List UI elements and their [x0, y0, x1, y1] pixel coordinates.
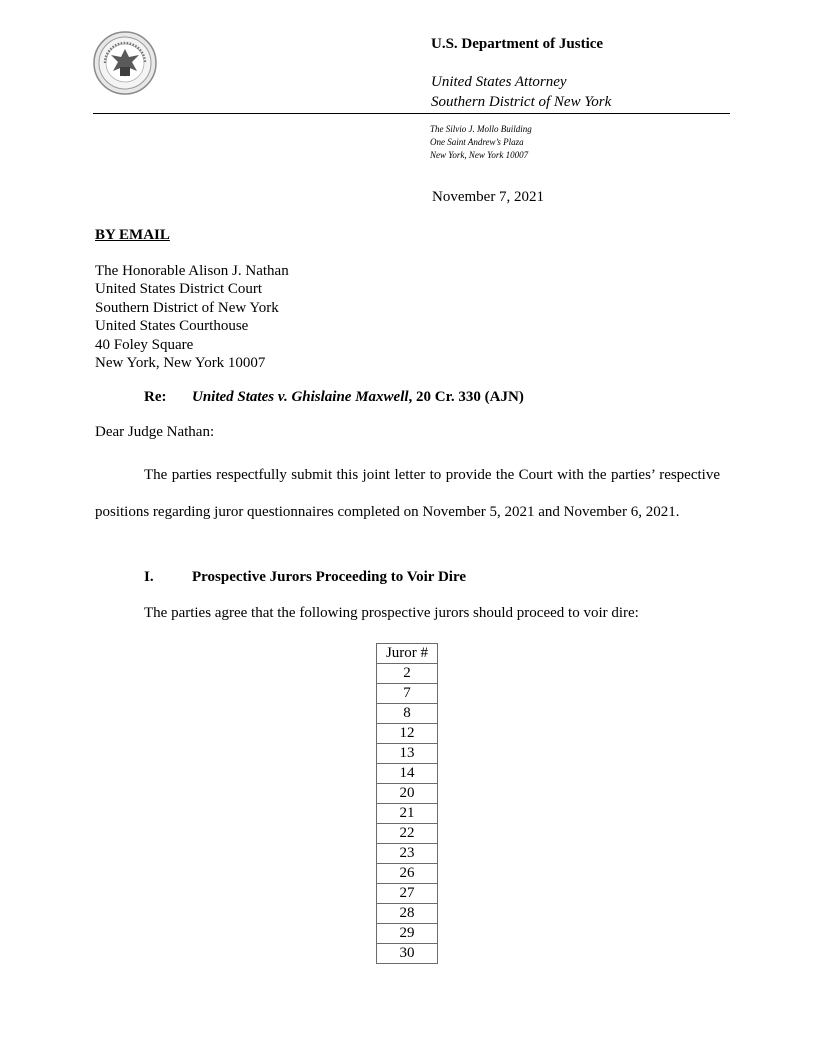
juror-number: 30 — [377, 944, 438, 964]
recipient-line: 40 Foley Square — [95, 336, 194, 353]
letter-date: November 7, 2021 — [432, 189, 545, 205]
table-row — [377, 664, 438, 684]
table-row — [377, 684, 438, 704]
juror-table — [376, 643, 438, 964]
table-row — [377, 824, 438, 844]
juror-number: 2 — [377, 664, 438, 684]
recipient-line: United States District Court — [95, 281, 263, 298]
juror-number: 14 — [377, 764, 438, 784]
juror-number: 23 — [377, 844, 438, 864]
table-row — [377, 744, 438, 764]
office-line-2: Southern District of New York — [431, 94, 612, 110]
juror-number: 13 — [377, 744, 438, 764]
section-number: I. — [144, 569, 154, 585]
office-line-1: United States Attorney — [431, 74, 567, 90]
juror-number: 27 — [377, 884, 438, 904]
juror-number: 20 — [377, 784, 438, 804]
juror-number: 21 — [377, 804, 438, 824]
delivery-method: BY EMAIL — [95, 227, 170, 243]
address-line-2: One Saint Andrew’s Plaza — [430, 137, 524, 147]
case-number: , 20 Cr. 330 (AJN) — [408, 389, 524, 405]
table-row — [377, 844, 438, 864]
body-paragraph: The parties respectfully submit this joint letter to provide the Court with the parties’ respective positions regarding juror questionnaires completed on November 5, 2021 and November 6, 2021. — [95, 467, 720, 520]
juror-number: 7 — [377, 684, 438, 704]
table-row — [377, 784, 438, 804]
table-row — [377, 944, 438, 964]
recipient-line: New York, New York 10007 — [95, 355, 266, 372]
table-row — [377, 724, 438, 744]
juror-number: 8 — [377, 704, 438, 724]
table-row — [377, 704, 438, 724]
table-row — [377, 924, 438, 944]
section-title: Prospective Jurors Proceeding to Voir Dire — [192, 569, 466, 585]
juror-number: 26 — [377, 864, 438, 884]
address-line-1: The Silvio J. Mollo Building — [430, 124, 532, 134]
section-heading — [144, 569, 466, 586]
doj-seal-logo — [93, 31, 157, 95]
table-row — [377, 884, 438, 904]
salutation: Dear Judge Nathan: — [95, 424, 215, 440]
table-row — [377, 804, 438, 824]
case-name: United States v. Ghislaine Maxwell — [192, 389, 409, 405]
juror-table-header: Juror # — [377, 644, 438, 664]
agreement-text: The parties agree that the following prospective jurors should proceed to voir dire: — [144, 605, 639, 621]
recipient-address — [95, 262, 289, 372]
recipient-line: The Honorable Alison J. Nathan — [95, 263, 289, 279]
juror-number: 12 — [377, 724, 438, 744]
department-name: U.S. Department of Justice — [431, 36, 604, 52]
recipient-line: Southern District of New York — [95, 299, 279, 316]
office-name — [431, 72, 611, 112]
table-row — [377, 904, 438, 924]
letterhead-divider — [93, 113, 730, 114]
address-line-3: New York, New York 10007 — [430, 150, 529, 160]
juror-number: 28 — [377, 904, 438, 924]
recipient-line: United States Courthouse — [95, 318, 249, 335]
re-line — [144, 389, 524, 406]
office-address — [430, 123, 532, 162]
table-row — [377, 864, 438, 884]
juror-number: 22 — [377, 824, 438, 844]
juror-number: 29 — [377, 924, 438, 944]
table-row — [377, 764, 438, 784]
re-label: Re: — [144, 389, 167, 405]
